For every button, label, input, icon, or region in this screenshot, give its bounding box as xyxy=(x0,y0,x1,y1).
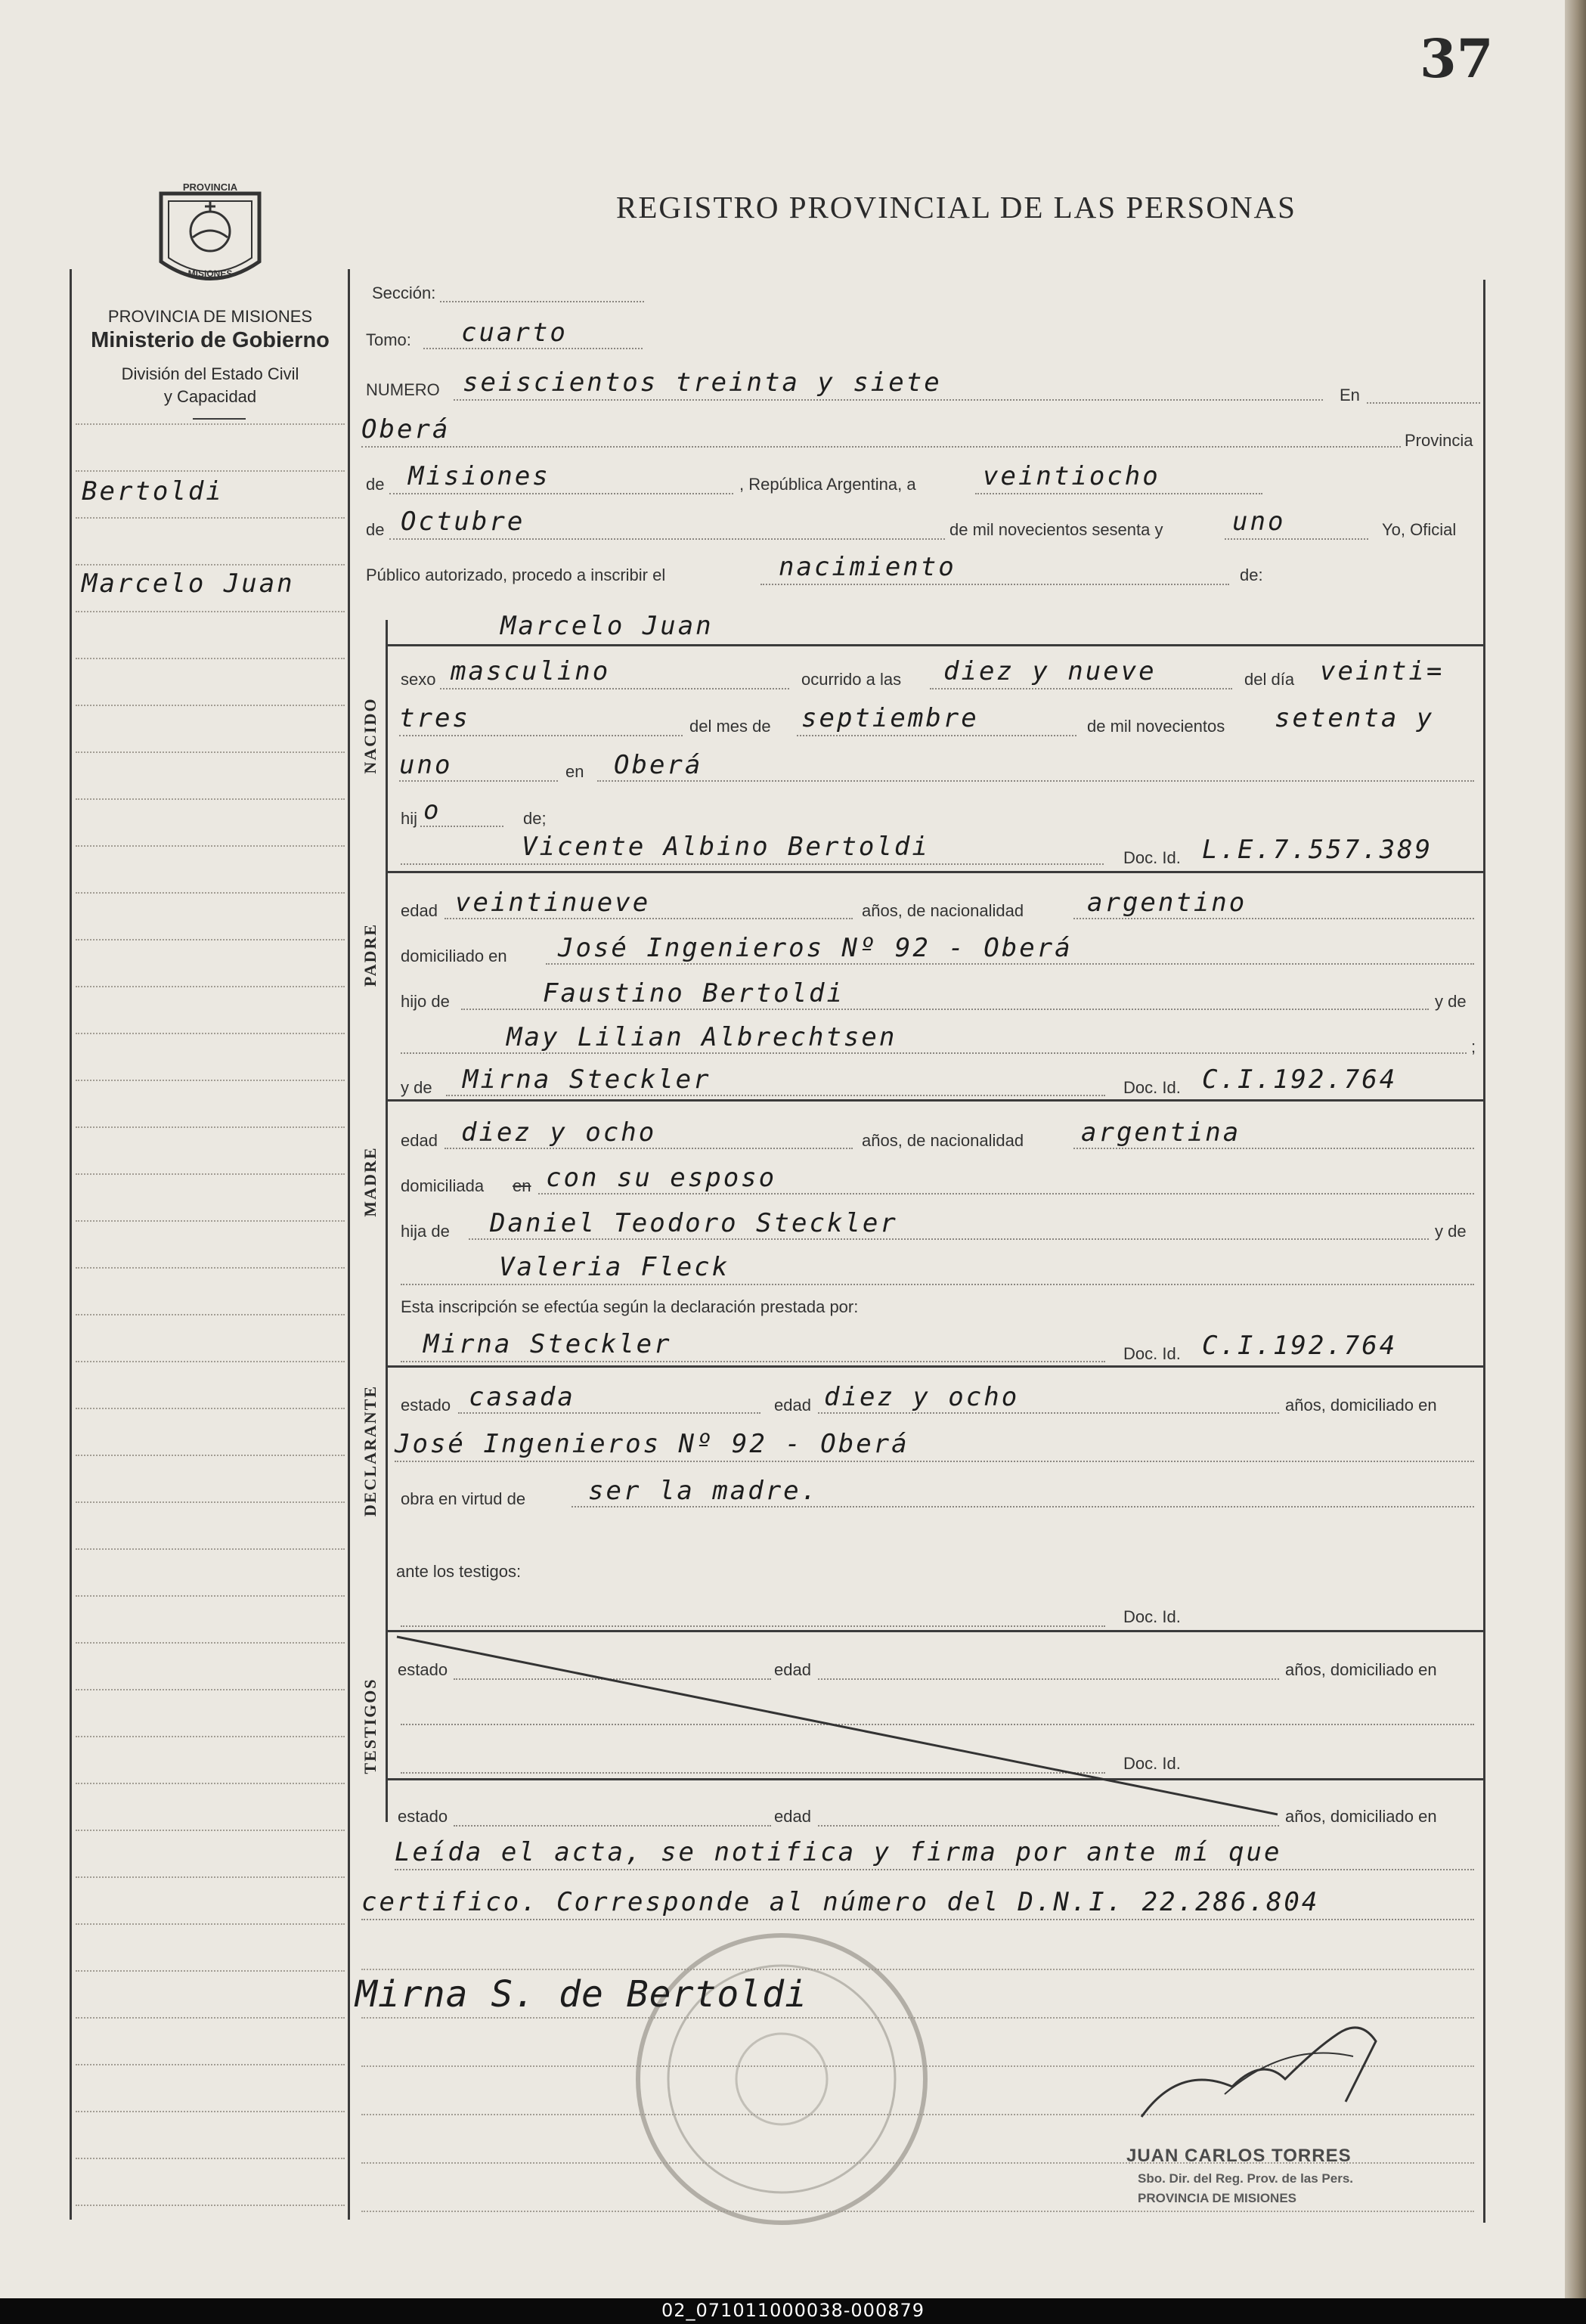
madre-nombre-line xyxy=(446,1095,1105,1096)
testigo1-edad-label: edad xyxy=(774,1660,811,1679)
madre-dom-value: con su esposo xyxy=(546,1163,777,1193)
page-edge xyxy=(1565,0,1586,2298)
anio-value: uno xyxy=(1232,507,1286,537)
en-nac-label: en xyxy=(565,762,584,781)
margin-rule xyxy=(76,1783,345,1785)
madre-label: MADRE xyxy=(361,1146,379,1217)
fecha-dia-value: veintiocho xyxy=(983,461,1160,491)
margin-rule xyxy=(76,611,345,613)
del-mes-label: del mes de xyxy=(689,717,771,736)
testigo1-doc-label: Doc. Id. xyxy=(1123,1607,1181,1626)
testigo2-doc-label: Doc. Id. xyxy=(1123,1754,1181,1773)
provincia-line xyxy=(389,493,733,494)
margin-rule xyxy=(76,1876,345,1879)
padre-dom-line xyxy=(546,963,1474,965)
de-label: de xyxy=(366,475,385,494)
form-right-border xyxy=(1483,280,1485,2223)
padre-nac-line xyxy=(1073,918,1474,919)
margin-rule xyxy=(76,1361,345,1363)
padre-dom-value: José Ingenieros Nº 92 - Oberá xyxy=(558,933,1073,963)
madre-top-rule xyxy=(386,1099,1483,1102)
testigo2-anos-label: años, domiciliado en xyxy=(1285,1807,1437,1826)
madre-nac-label: años, de nacionalidad xyxy=(862,1131,1024,1150)
madre-doc-value: C.I.192.764 xyxy=(1202,1064,1398,1095)
margin-rule xyxy=(76,1080,345,1082)
declarante-label: DECLARANTE xyxy=(361,1384,379,1517)
provincia-value: Misiones xyxy=(408,461,550,491)
hij-line xyxy=(420,826,503,827)
nombre-value: Marcelo Juan xyxy=(500,611,714,641)
sexo-line xyxy=(440,688,789,689)
numero-line xyxy=(454,399,1323,401)
del-dia-label: del día xyxy=(1244,670,1295,689)
testigo2-edad-label: edad xyxy=(774,1807,811,1826)
mes-line xyxy=(389,538,945,540)
obra-virtud-label: obra en virtud de xyxy=(401,1489,526,1508)
margin-rule xyxy=(76,705,345,707)
yo-oficial-label: Yo, Oficial xyxy=(1382,520,1457,539)
sexo-label: sexo xyxy=(401,670,436,689)
margin-right-border xyxy=(348,269,350,2220)
de-mil-label: de mil novecientos sesenta y xyxy=(949,520,1163,539)
anio-nac-cont-line xyxy=(399,780,558,782)
officer-title-line-1: Sbo. Dir. del Reg. Prov. de las Pers. xyxy=(1138,2171,1354,2186)
declarante-dom-value: José Ingenieros Nº 92 - Oberá xyxy=(395,1429,909,1459)
margin-rule xyxy=(76,1408,345,1410)
tomo-label: Tomo: xyxy=(366,330,411,349)
padre-dom-label: domiciliado en xyxy=(401,947,507,965)
division-line-1: División del Estado Civil xyxy=(121,364,299,383)
declarante-doc-label: Doc. Id. xyxy=(1123,1344,1181,1363)
padre-edad-line xyxy=(445,918,853,919)
margin-rule xyxy=(76,845,345,847)
padre-hijo-de-label: hijo de xyxy=(401,992,450,1011)
padre-nac-value: argentino xyxy=(1087,888,1247,918)
seal-text-top: PROVINCIA xyxy=(182,181,238,193)
mes-nac-line xyxy=(797,735,1076,736)
declarante-nombre-line xyxy=(401,1361,1105,1362)
declarante-anos-label: años, domiciliado en xyxy=(1285,1396,1437,1415)
mes-nac-value: septiembre xyxy=(801,703,979,733)
lugar-nac-value: Oberá xyxy=(614,750,703,780)
declarante-estado-value: casada xyxy=(469,1382,575,1412)
padre-nac-label: años, de nacionalidad xyxy=(862,901,1024,920)
hora-value: diez y nueve xyxy=(943,656,1157,686)
margin-rule xyxy=(76,939,345,941)
declarante-estado-line xyxy=(458,1412,760,1414)
officer-signature-icon xyxy=(1134,2011,1421,2124)
padre-top-rule xyxy=(386,871,1483,873)
padre-y-de-line xyxy=(401,1052,1467,1054)
padre-semicolon: ; xyxy=(1471,1037,1476,1056)
padre-doc-label: Doc. Id. xyxy=(1123,848,1181,867)
de-mil-nov-label: de mil novecientos xyxy=(1087,717,1225,736)
madre-hija-de-value: Daniel Teodoro Steckler xyxy=(490,1208,898,1238)
declarante-dom-line xyxy=(395,1461,1474,1462)
padre-y-de-value: May Lilian Albrechtsen xyxy=(506,1022,897,1052)
ministry-label: Ministerio de Gobierno xyxy=(91,328,330,352)
madre-doc-label: Doc. Id. xyxy=(1123,1078,1181,1097)
declarante-virtud-value: ser la madre. xyxy=(588,1476,819,1506)
sexo-value: masculino xyxy=(451,656,611,686)
margin-rule xyxy=(76,517,345,519)
officer-name: JUAN CARLOS TORRES xyxy=(1126,2146,1352,2166)
padre-hijo-de-line xyxy=(461,1009,1429,1010)
dia-value: veinti= xyxy=(1320,656,1445,686)
margin-rule xyxy=(76,1830,345,1832)
seccion-label: Sección: xyxy=(372,284,436,302)
madre-hija-de-line xyxy=(469,1238,1429,1240)
esta-inscripcion-label: Esta inscripción se efectúa según la declaración prestada por: xyxy=(401,1297,859,1316)
footer-id: 02_071011000038-000879 xyxy=(661,2300,925,2321)
declarante-edad-line xyxy=(818,1412,1279,1414)
padre-nombre-line xyxy=(401,863,1104,865)
nacido-top-rule xyxy=(386,644,1483,646)
closing-line-1-rule xyxy=(395,1869,1474,1870)
margin-rule xyxy=(76,1595,345,1597)
margin-rule xyxy=(76,564,345,566)
hij-label: hij xyxy=(401,809,418,828)
madre-nac-line xyxy=(1073,1148,1474,1149)
padre-hijo-de-value: Faustino Bertoldi xyxy=(543,978,844,1009)
margin-rule xyxy=(76,2158,345,2160)
padre-edad-label: edad xyxy=(401,901,438,920)
official-stamp-icon xyxy=(623,1920,940,2238)
testigo1-estado-label: estado xyxy=(398,1660,448,1679)
madre-edad-value: diez y ocho xyxy=(461,1117,657,1148)
margin-rule xyxy=(76,2017,345,2019)
margin-rule xyxy=(76,751,345,754)
testigo2-estado-line xyxy=(454,1825,771,1827)
margin-rule xyxy=(76,2111,345,2113)
margin-rule xyxy=(76,1173,345,1176)
margin-given-names: Marcelo Juan xyxy=(82,569,295,599)
anio-nac-value: setenta y xyxy=(1275,703,1435,733)
margin-rule xyxy=(76,892,345,894)
padre-edad-value: veintinueve xyxy=(455,888,651,918)
obra-virtud-line xyxy=(572,1506,1474,1508)
madre-edad-line xyxy=(445,1148,853,1149)
hora-line xyxy=(930,688,1232,689)
de-semicolon-label: de; xyxy=(523,809,547,828)
province-label: PROVINCIA DE MISIONES xyxy=(107,307,313,326)
margin-rule xyxy=(76,986,345,988)
closing-line-2: certifico. Corresponde al número del D.N.I. 22.286.804 xyxy=(361,1887,1320,1917)
en-line xyxy=(1367,402,1480,404)
numero-value: seiscientos treinta y siete xyxy=(463,367,942,398)
margin-rule xyxy=(76,1126,345,1129)
margin-rule xyxy=(76,1220,345,1222)
page-title: REGISTRO PROVINCIAL DE LAS PERSONAS xyxy=(616,190,1296,225)
madre-dom-struck: en xyxy=(513,1176,531,1195)
testigo2-edad-line xyxy=(818,1825,1279,1827)
officer-title-line-2: PROVINCIA DE MISIONES xyxy=(1138,2191,1297,2205)
division-underline xyxy=(193,418,246,420)
publico-label: Público autorizado, procedo a inscribir el xyxy=(366,566,666,584)
mes-value: Octubre xyxy=(401,507,525,537)
seccion-line xyxy=(440,301,644,302)
padre-nombre-value: Vicente Albino Bertoldi xyxy=(522,832,930,862)
de-colon-label: de: xyxy=(1240,566,1263,584)
madre-hija-de-label: hija de xyxy=(401,1222,450,1241)
margin-rule xyxy=(76,658,345,660)
margin-rule xyxy=(76,1689,345,1691)
margin-left-border xyxy=(70,269,72,2220)
tomo-line xyxy=(423,348,643,349)
margin-rule xyxy=(76,423,345,426)
declarante-signature: Mirna S. de Bertoldi xyxy=(355,1973,807,2016)
madre-y-de-right-label: y de xyxy=(1435,1222,1467,1241)
madre-nac-value: argentina xyxy=(1081,1117,1241,1148)
madre-y-de-line xyxy=(401,1284,1474,1285)
ciudad-line xyxy=(361,446,1401,448)
madre-y-de-label: y de xyxy=(401,1078,432,1097)
madre-nombre-value: Mirna Steckler xyxy=(463,1064,711,1095)
margin-rule xyxy=(76,470,345,473)
ocurrido-label: ocurrido a las xyxy=(801,670,902,689)
provincia-label: Provincia xyxy=(1405,431,1473,450)
madre-edad-label: edad xyxy=(401,1131,438,1150)
hij-suffix-value: o xyxy=(423,795,441,826)
margin-rule xyxy=(76,2205,345,2207)
declarante-nombre-value: Mirna Steckler xyxy=(423,1329,672,1359)
numero-label: NUMERO xyxy=(366,380,440,399)
fecha-dia-line xyxy=(975,493,1262,494)
testigos-label: TESTIGOS xyxy=(361,1678,379,1774)
republica-label: , República Argentina, a xyxy=(739,475,916,494)
declarante-doc-value: C.I.192.764 xyxy=(1202,1331,1398,1361)
padre-label: PADRE xyxy=(361,922,379,987)
testigo2-estado-label: estado xyxy=(398,1807,448,1826)
division-label xyxy=(73,363,348,408)
madre-dom-line xyxy=(538,1193,1474,1195)
en-value: Oberá xyxy=(361,414,451,445)
madre-dom-label: domiciliada xyxy=(401,1176,485,1195)
dia-cont-line xyxy=(399,735,683,736)
margin-rule xyxy=(76,2064,345,2066)
acto-value: nacimiento xyxy=(779,552,956,582)
lugar-nac-line xyxy=(597,780,1474,782)
seal-text-bottom: MISIONES xyxy=(187,268,233,279)
declarante-estado-label: estado xyxy=(401,1396,451,1415)
margin-rule xyxy=(76,1736,345,1738)
margin-rule xyxy=(76,1314,345,1316)
margin-rule xyxy=(76,1501,345,1504)
ante-testigos-label: ante los testigos: xyxy=(396,1562,522,1581)
declarante-edad-value: diez y ocho xyxy=(824,1382,1020,1412)
margin-rule xyxy=(76,1267,345,1269)
declarante-top-rule xyxy=(386,1365,1483,1368)
de-mes-label: de xyxy=(366,520,385,539)
en-label: En xyxy=(1340,386,1360,404)
margin-surname: Bertoldi xyxy=(82,476,224,507)
anio-line xyxy=(1225,538,1368,540)
padre-y-de-label: y de xyxy=(1435,992,1467,1011)
testigo1-anos-label: años, domiciliado en xyxy=(1285,1660,1437,1679)
madre-y-de-value: Valeria Fleck xyxy=(499,1252,730,1282)
declarante-edad-label: edad xyxy=(774,1396,811,1415)
margin-rule xyxy=(76,1970,345,1972)
division-line-2: y Capacidad xyxy=(163,387,257,406)
anio-nac-cont-value: uno xyxy=(399,750,453,780)
page-number: 37 xyxy=(1420,27,1494,90)
margin-rule xyxy=(76,798,345,801)
nacido-label: NACIDO xyxy=(361,697,379,774)
tomo-value: cuarto xyxy=(461,318,568,348)
margin-rule xyxy=(76,1033,345,1035)
margin-rule xyxy=(76,1923,345,1926)
margin-rule xyxy=(76,1455,345,1457)
acto-line xyxy=(760,584,1229,585)
margin-rule xyxy=(76,1548,345,1551)
margin-rule xyxy=(76,1642,345,1644)
padre-tick xyxy=(386,853,388,855)
padre-doc-value: L.E.7.557.389 xyxy=(1202,835,1433,865)
testigos-strike-line xyxy=(386,1625,1293,1822)
provincial-seal-icon xyxy=(153,171,267,293)
closing-line-1: Leída el acta, se notifica y firma por ante mí que xyxy=(395,1837,1282,1867)
dia-cont-value: tres xyxy=(399,703,470,733)
